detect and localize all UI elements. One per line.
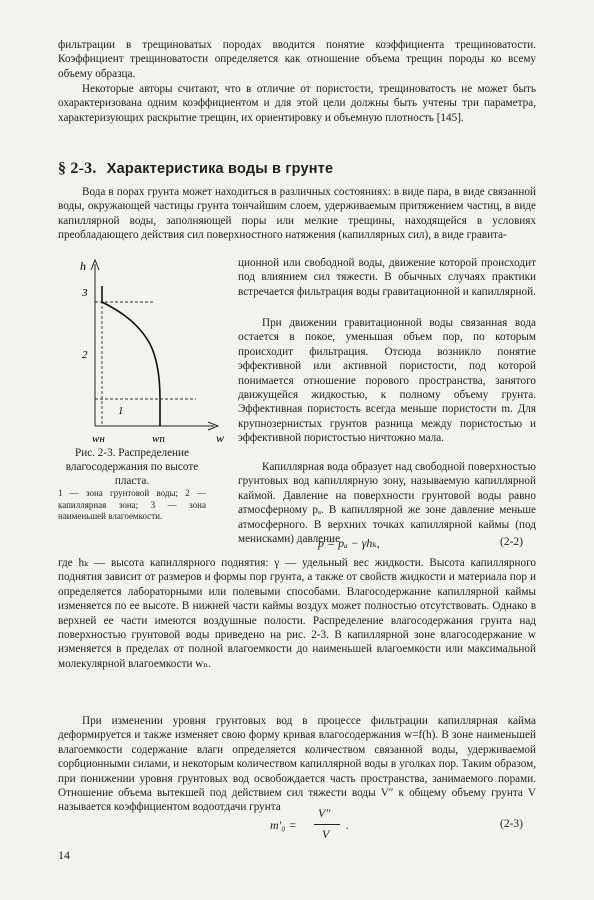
zone-2-label: 2: [82, 349, 88, 361]
formula-2-2: p = pₐ − γhₖ,: [318, 536, 380, 550]
tick-w-n-label: wп: [152, 433, 165, 445]
zone-3-label: 3: [82, 287, 88, 299]
section-title: Характеристика воды в грунте: [106, 161, 334, 177]
moisture-curve: [102, 286, 160, 426]
formula-2-3-numerator: V″: [318, 806, 331, 820]
section-heading: [58, 160, 333, 178]
formula-2-3-lhs: m′₀ =: [270, 818, 297, 832]
equation-number-2-3: (2-3): [500, 818, 523, 830]
formula-2-3-fraction-bar: [314, 824, 340, 825]
formula-2-3: [270, 806, 380, 846]
axis-x-label: w: [216, 431, 225, 445]
paragraph-effective-porosity: При движении гравитационной воды связанная вода остается в покое, уменьшая объем пор, по которым происходит фильтрация. Отсюда возникло понятие эффективной или активной пористости, под которой понимается отношение порового пространства, занятого движущейся жидкостью, к полному объему грунта. Эффективная пористость всегда меньше пористости m. Для крупнозернистых грунтов разница между пористостью и эффективной пористостью ничтожно мала.: [238, 317, 536, 445]
paragraph-authors-opinion: Некоторые авторы считают, что в отличие от пористости, трещиноватость не может быть охарактеризована одним коэффициентом и для этой цели должны быть учтены три параметра, характеризующих раскрытие трещин, их ориентировку и объемную плотность [145].: [58, 83, 536, 124]
paragraph-fracture-coefficient: фильтрации в трещиноватых породах вводится понятие коэффициента трещиноватости. Коэффициент трещиноватости определяется как отношение объема трещин породы ко всему объему образца.: [58, 39, 536, 80]
formula-2-3-denominator: V: [322, 827, 330, 841]
section-number: § 2-3.: [58, 160, 97, 177]
axis-y-label: h: [80, 259, 86, 273]
figure-caption: Рис. 2-3. Распределение влагосодержания по высоте пласта.: [65, 447, 199, 487]
moisture-chart-svg: [58, 256, 228, 456]
tick-w-h-label: wн: [92, 433, 105, 445]
paragraph-capillary-height: где hₖ — высота капиллярного поднятия: γ — удельный вес жидкости. Высота капиллярного поднятия зависит от размеров и формы пор грунта, а также от свойств жидкости и материала пор и определяется лабораторными или полевыми способами. Влагосодержание капиллярной каймы изменяется по ее высоте. В нижней части каймы воздух может полностью отсутствовать. Однако в верхней ее части имеются воздушные полости. Распределение влагосодержания грунта над поверхностью грунтовой воды приведено на рис. 2-3. В капиллярной зоне влагосодержание w изменяется в пределах от полной влагоемкости до наименьшей влагоемкости или максимальной молекулярной влагоемкости wₙ.: [58, 557, 536, 670]
paragraph-water-yield: При изменении уровня грунтовых вод в процессе фильтрации капиллярная кайма деформируется и также изменяет свою форму кривая влагосодержания w=f(h). В зоне наименьшей влагоемкости содержание влаги определяется количеством связанной воды, удерживаемой сорбционными силами, и некоторым количеством капиллярной воды в уголках пор. Таким образом, при понижении уровня грунтовых вод освобождается часть пространства, занимаемого порами. Отношение объема вытекшей под действием сил тяжести воды V″ к общему объему грунта V называется коэффициентом водоотдачи грунта: [58, 715, 536, 814]
figure-moisture-distribution: [58, 256, 228, 456]
page-number: 14: [58, 848, 70, 862]
zone-1-label: 1: [118, 405, 124, 417]
paragraph-capillary-fringe: Капиллярная вода образует над свободной поверхностью грунтовых вод капиллярную зону, называемую капиллярной каймой. Давление на поверхности грунтовой воды равно атмосферному pₐ. В капиллярной же зоне давление меньше атмосферного. В верхних точках капиллярной каймы (под менисками) давление: [238, 461, 536, 546]
paragraph-water-states-continued: ционной или свободной воды, движение которой происходит под влиянием сил тяжести. В обычных случаях практики встречается фильтрация воды гравитационной и капиллярной.: [238, 257, 536, 298]
figure-legend: 1 — зона грунтовой воды; 2 — капиллярная зона; 3 — зона наименьшей влагоемкости.: [58, 488, 206, 521]
formula-2-3-period: .: [346, 818, 349, 832]
paragraph-water-states: Вода в порах грунта может находиться в различных состояниях: в виде пара, в виде связанной воды, окружающей частицы грунта тончайшим слоем, удерживаемым притяжением частиц, в виде капиллярной воды, заполняющей поры или мелкие трещины, находящейся в условиях преобладающего действия сил поверхностного натяжения (капиллярных сил), в виде гравита-: [58, 186, 536, 242]
equation-number-2-2: (2-2): [500, 536, 523, 548]
